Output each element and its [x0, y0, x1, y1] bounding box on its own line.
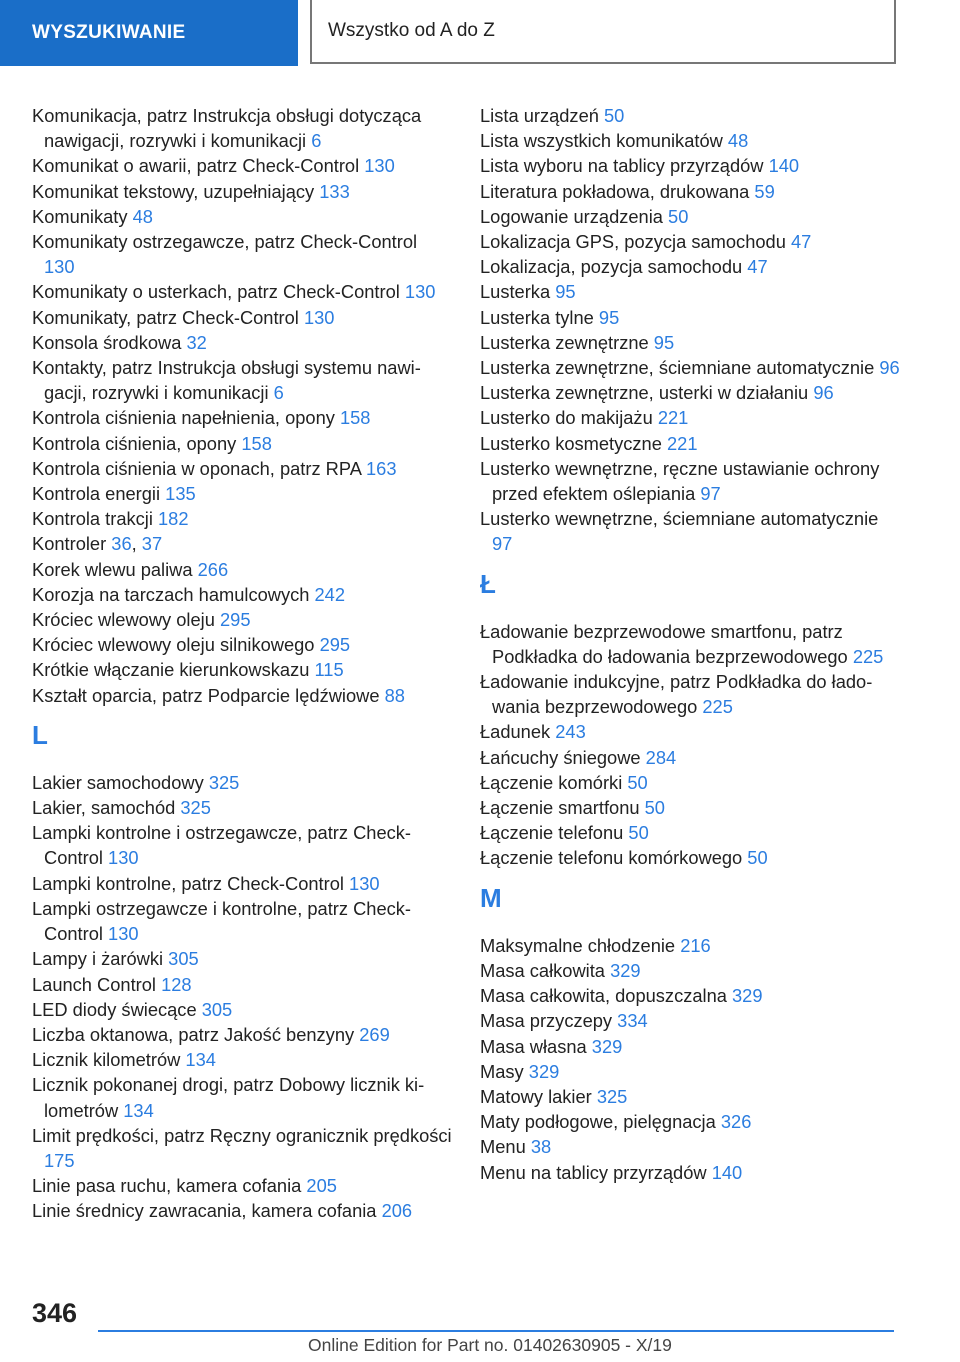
page-link[interactable]: 47: [747, 256, 768, 278]
page-link[interactable]: 130: [108, 923, 139, 945]
page-link[interactable]: 216: [680, 934, 711, 956]
index-entry-text: Maty podłogowe, pielęgnacja: [480, 1111, 716, 1133]
index-entry: [32, 431, 452, 456]
tab-search[interactable]: WYSZUKIWANIE: [0, 0, 298, 66]
index-entry: [32, 896, 452, 946]
page-link[interactable]: 130: [44, 256, 75, 278]
index-entry: [480, 1160, 900, 1185]
index-entry-text: Lusterka tylne: [480, 306, 594, 328]
page-link[interactable]: 130: [404, 281, 436, 303]
index-entry-text: Lusterko do makijażu: [480, 407, 653, 429]
page-link[interactable]: 175: [44, 1149, 75, 1171]
page-link[interactable]: 329: [610, 959, 641, 981]
index-entry-text: Komunikaty o usterkach, patrz Check-Control: [32, 281, 400, 303]
index-entry: [32, 229, 452, 279]
page-link[interactable]: 50: [668, 205, 689, 227]
page-link[interactable]: 163: [366, 457, 397, 479]
index-entry-text: Komunikaty: [32, 205, 128, 227]
index-entry-text: LED diody świecące: [32, 998, 197, 1020]
page-link[interactable]: 37: [141, 533, 163, 555]
page-link[interactable]: 50: [628, 822, 649, 844]
index-entry-text: Liczba oktanowa, patrz Jakość benzyny: [32, 1023, 355, 1045]
index-entry: [480, 619, 900, 669]
page-link[interactable]: 88: [384, 684, 405, 706]
index-entry: [480, 506, 900, 556]
index-entry: [480, 179, 900, 204]
index-entry: [32, 405, 452, 430]
page-link[interactable]: 329: [591, 1035, 623, 1057]
index-entry: [480, 820, 900, 845]
index-entry: [480, 405, 900, 430]
footer-edition-text: Online Edition for Part no. 01402630905 - X/19: [308, 1335, 672, 1355]
index-entry-text: Lampki ostrzegawcze i kontrolne, patrz Check-Control: [32, 897, 411, 945]
page-link[interactable]: 221: [666, 432, 698, 454]
index-entry: [480, 204, 900, 229]
index-entry-text: Łączenie telefonu komórkowego: [480, 847, 743, 869]
index-entry: [32, 1022, 452, 1047]
page-link[interactable]: 326: [720, 1111, 752, 1133]
index-entry-text: Kontrola ciśnienia napełnienia, opony: [32, 407, 335, 429]
index-entry: [480, 1034, 900, 1059]
index-entry: [480, 669, 900, 719]
page-link[interactable]: 96: [879, 357, 900, 379]
index-entry-text: Licznik kilometrów: [32, 1049, 181, 1071]
page-link[interactable]: 36: [111, 533, 132, 555]
page-link[interactable]: 96: [813, 382, 834, 404]
index-entry: [480, 254, 900, 279]
index-entry-text: Linie średnicy zawracania, kamera cofania: [32, 1200, 377, 1222]
index-entry-text: Lusterko wewnętrzne, ściemniane automatycznie: [480, 508, 879, 530]
index-entry-text: Korozja na tarczach hamulcowych: [32, 583, 310, 605]
page-link[interactable]: 134: [185, 1049, 216, 1071]
index-entry-text: Masy: [480, 1060, 524, 1082]
index-entry: [480, 380, 900, 405]
index-entry: [480, 770, 900, 795]
page-link[interactable]: 325: [180, 797, 211, 819]
index-entry: [32, 153, 452, 178]
index-entry: [32, 820, 452, 870]
index-entry-text: Lista wszystkich komunikatów: [480, 130, 723, 152]
index-entry: [480, 795, 900, 820]
page-link[interactable]: 50: [627, 771, 648, 793]
index-entry: [32, 103, 452, 153]
page-link[interactable]: 95: [598, 306, 620, 328]
index-entry-text: Lokalizacja GPS, pozycja samochodu: [480, 231, 786, 253]
page-header: [0, 0, 960, 66]
index-entry: [480, 719, 900, 744]
index-entry-text: Limit prędkości, patrz Ręczny ogranicznik prędkości: [32, 1124, 452, 1146]
index-entry-text: Komunikat tekstowy, uzupełniający: [32, 180, 315, 202]
page-link[interactable]: 32: [186, 331, 207, 353]
index-entry: [32, 997, 452, 1022]
page-link[interactable]: 130: [303, 306, 335, 328]
index-entry: [480, 958, 900, 983]
index-entry: Kontroler 36, 37: [32, 533, 163, 555]
tab-a-to-z[interactable]: Wszystko od A do Z: [310, 0, 896, 64]
page-link[interactable]: 134: [123, 1099, 154, 1121]
index-entry-text: Łączenie smartfonu: [480, 797, 640, 819]
index-entry: [32, 179, 452, 204]
index-entry-text: Lakier, samochód: [32, 797, 176, 819]
page-link[interactable]: 59: [754, 180, 775, 202]
page-link[interactable]: 221: [657, 407, 689, 429]
index-entry-text: Ładunek: [480, 721, 551, 743]
index-entry-text: Lusterka zewnętrzne, ściemniane automatycznie: [480, 357, 875, 379]
page-link[interactable]: 205: [306, 1175, 337, 1197]
index-entry-text: Kontrola ciśnienia w oponach, patrz RPA: [32, 457, 361, 479]
index-entry: [32, 305, 452, 330]
index-entry-text: Króciec wlewowy oleju silnikowego: [32, 634, 315, 656]
index-entry-text: Lusterko wewnętrzne, ręczne ustawianie ochrony przed efektem oślepiania: [480, 457, 880, 505]
index-entry: [32, 657, 452, 682]
index-entry: [480, 355, 900, 380]
index-entry-text: Kontrola trakcji: [32, 508, 153, 530]
index-entry: [32, 1047, 452, 1072]
index-entry-text: Komunikaty ostrzegawcze, patrz Check-Control: [32, 231, 418, 253]
index-entry-text: Kontakty, patrz Instrukcja obsługi systemu nawigacji, rozrywki i komunikacji: [32, 357, 421, 404]
index-entry-text: Łączenie telefonu: [480, 822, 624, 844]
index-entry: [480, 229, 900, 254]
page-link[interactable]: 133: [319, 180, 350, 202]
page-link[interactable]: 305: [201, 998, 233, 1020]
section-letter: Ł: [480, 568, 496, 599]
index-entry-text: Matowy lakier: [480, 1085, 592, 1107]
index-entry: [32, 481, 452, 506]
index-entry-text: Łańcuchy śniegowe: [480, 746, 641, 768]
index-entry-text: Linie pasa ruchu, kamera cofania: [32, 1175, 302, 1197]
index-entry-text: Kontroler: [32, 533, 107, 555]
page-link[interactable]: 269: [359, 1023, 390, 1045]
index-entry: [32, 279, 452, 304]
index-entry-text: Ładowanie indukcyjne, patrz Podkładka do ładowania bezprzewodowego: [480, 671, 873, 718]
index-entry: [480, 1059, 900, 1084]
section-letter: L: [32, 719, 48, 750]
index-entry: [480, 745, 900, 770]
index-entry: [32, 871, 452, 896]
index-entry: [480, 983, 900, 1008]
index-entry-text: Launch Control: [32, 973, 156, 995]
index-entry-text: Lampy i żarówki: [32, 948, 164, 970]
index-entry: [32, 607, 452, 632]
index-entry-text: Krótkie włączanie kierunkowskazu: [32, 659, 310, 681]
index-entry: [32, 972, 452, 997]
page-number: 346: [32, 1298, 78, 1328]
page-link[interactable]: 50: [747, 847, 768, 869]
index-entry-text: Lampki kontrolne, patrz Check-Control: [32, 872, 344, 894]
section-letter: M: [480, 882, 502, 913]
index-entry: [32, 582, 452, 607]
index-entry-text: Kontrola energii: [32, 483, 161, 505]
index-entry-text: Maksymalne chłodzenie: [480, 934, 676, 956]
index-entry-text: Korek wlewu paliwa: [32, 558, 193, 580]
page-link[interactable]: 243: [555, 721, 586, 743]
index-entry-text: Lusterka zewnętrzne, usterki w działaniu: [480, 382, 809, 404]
index-entry-text: Logowanie urządzenia: [480, 205, 663, 227]
page-link[interactable]: 295: [219, 609, 251, 631]
page-link[interactable]: 334: [617, 1010, 648, 1032]
page-link[interactable]: 50: [644, 797, 665, 819]
index-entry-text: Lusterko kosmetyczne: [480, 432, 662, 454]
index-entry-text: Kontrola ciśnienia, opony: [32, 432, 237, 454]
index-entry: [480, 1084, 900, 1109]
index-entry: [480, 431, 900, 456]
page-link[interactable]: 38: [530, 1136, 552, 1158]
page-link[interactable]: 225: [852, 645, 884, 667]
index-entry: [480, 153, 900, 178]
index-entry: [480, 933, 900, 958]
page-link[interactable]: 130: [108, 847, 139, 869]
index-entry-text: Króciec wlewowy oleju: [32, 609, 215, 631]
index-entry: [480, 845, 900, 870]
index-entry-text: Licznik pokonanej drogi, patrz Dobowy licznik kilometrów: [32, 1074, 425, 1121]
index-entry-text: Menu: [480, 1136, 526, 1158]
page-link[interactable]: 97: [700, 483, 721, 505]
footer-divider: [98, 1330, 894, 1332]
index-entry-text: Menu na tablicy przyrządów: [480, 1161, 707, 1183]
page-link[interactable]: 329: [528, 1060, 560, 1082]
index-entry-text: Literatura pokładowa, drukowana: [480, 180, 750, 202]
index-entry: [32, 946, 452, 971]
index-column-left: [32, 103, 452, 1224]
page-link[interactable]: 206: [381, 1200, 413, 1222]
page-link[interactable]: 242: [314, 583, 346, 605]
index-entry: [480, 128, 900, 153]
page-link[interactable]: 128: [161, 973, 192, 995]
index-entry: [480, 1109, 900, 1134]
index-entry: [32, 330, 452, 355]
page-link[interactable]: 135: [165, 483, 196, 505]
index-entry: [480, 330, 900, 355]
page-link[interactable]: 284: [645, 746, 677, 768]
index-entry-text: Lista wyboru na tablicy przyrządów: [480, 155, 764, 177]
page-link[interactable]: 130: [364, 155, 395, 177]
page-link[interactable]: 140: [711, 1161, 743, 1183]
index-entry-text: Konsola środkowa: [32, 331, 182, 353]
index-entry-text: Masa własna: [480, 1035, 587, 1057]
index-entry: [32, 1198, 452, 1223]
page-link[interactable]: 158: [241, 432, 272, 454]
index-entry: [32, 1123, 452, 1173]
page-link[interactable]: 329: [732, 985, 763, 1007]
page-link[interactable]: 95: [653, 331, 675, 353]
index-entry: [32, 1072, 452, 1122]
page-link[interactable]: 295: [319, 634, 351, 656]
index-entry: [32, 1173, 452, 1198]
index-entry-text: Łączenie komórki: [480, 771, 623, 793]
index-entry: [32, 506, 452, 531]
index-column-right: [480, 103, 900, 1185]
index-entry: [32, 204, 452, 229]
index-entry-text: Komunikacja, patrz Instrukcja obsługi dotycząca nawigacji, rozrywki i komunikacji: [32, 105, 422, 152]
index-entry-text: Komunikaty, patrz Check-Control: [32, 306, 299, 328]
index-entry-text: Ładowanie bezprzewodowe smartfonu, patrz Podkładka do ładowania bezprzewodowego: [480, 620, 848, 667]
index-entry: [32, 683, 452, 708]
index-entry: [480, 103, 900, 128]
index-entry: [480, 279, 900, 304]
index-entry-text: Kształt oparcia, patrz Podparcie lędźwiowe: [32, 684, 380, 706]
page-link[interactable]: 305: [168, 948, 199, 970]
index-entry-text: Komunikat o awarii, patrz Check-Control: [32, 155, 360, 177]
page-link[interactable]: 97: [492, 533, 513, 555]
page-link[interactable]: 130: [349, 872, 380, 894]
page-link[interactable]: 95: [555, 281, 576, 303]
index-entry: [480, 456, 900, 506]
page-link[interactable]: 115: [314, 659, 344, 681]
page-link[interactable]: 225: [702, 696, 733, 718]
page-link[interactable]: 48: [132, 205, 153, 227]
index-entry: [32, 456, 452, 481]
index-entry-text: Lampki kontrolne i ostrzegawcze, patrz Check-Control: [32, 822, 411, 869]
page-link[interactable]: 325: [208, 771, 240, 793]
page-link[interactable]: 6: [311, 130, 322, 152]
index-entry: [32, 355, 452, 405]
index-entry: [32, 557, 452, 582]
page-link[interactable]: 140: [768, 155, 800, 177]
index-entry-text: Lusterka: [480, 281, 551, 303]
page-link[interactable]: 325: [596, 1085, 628, 1107]
page-link[interactable]: 50: [604, 105, 625, 126]
index-entry: [32, 770, 452, 795]
index-entry-text: Masa całkowita, dopuszczalna: [480, 985, 727, 1007]
index-entry-text: Masa przyczepy: [480, 1010, 613, 1032]
index-entry: [32, 795, 452, 820]
page-link[interactable]: 158: [339, 407, 371, 429]
index-entry-text: Lokalizacja, pozycja samochodu: [480, 256, 743, 278]
index-entry-text: Lista urządzeń: [480, 105, 599, 126]
index-entry-text: Masa całkowita: [480, 959, 605, 981]
page-link[interactable]: 266: [197, 558, 229, 580]
index-entry-text: Lakier samochodowy: [32, 771, 204, 793]
index-entry: [480, 305, 900, 330]
index-entry: [480, 1134, 900, 1159]
page-link[interactable]: 48: [727, 130, 749, 152]
index-entry-text: Lusterka zewnętrzne: [480, 331, 649, 353]
index-entry: [480, 1008, 900, 1033]
page-link[interactable]: 182: [158, 508, 189, 530]
index-entry: [32, 632, 452, 657]
page-link[interactable]: 6: [273, 382, 284, 404]
page-link[interactable]: 47: [790, 231, 812, 253]
